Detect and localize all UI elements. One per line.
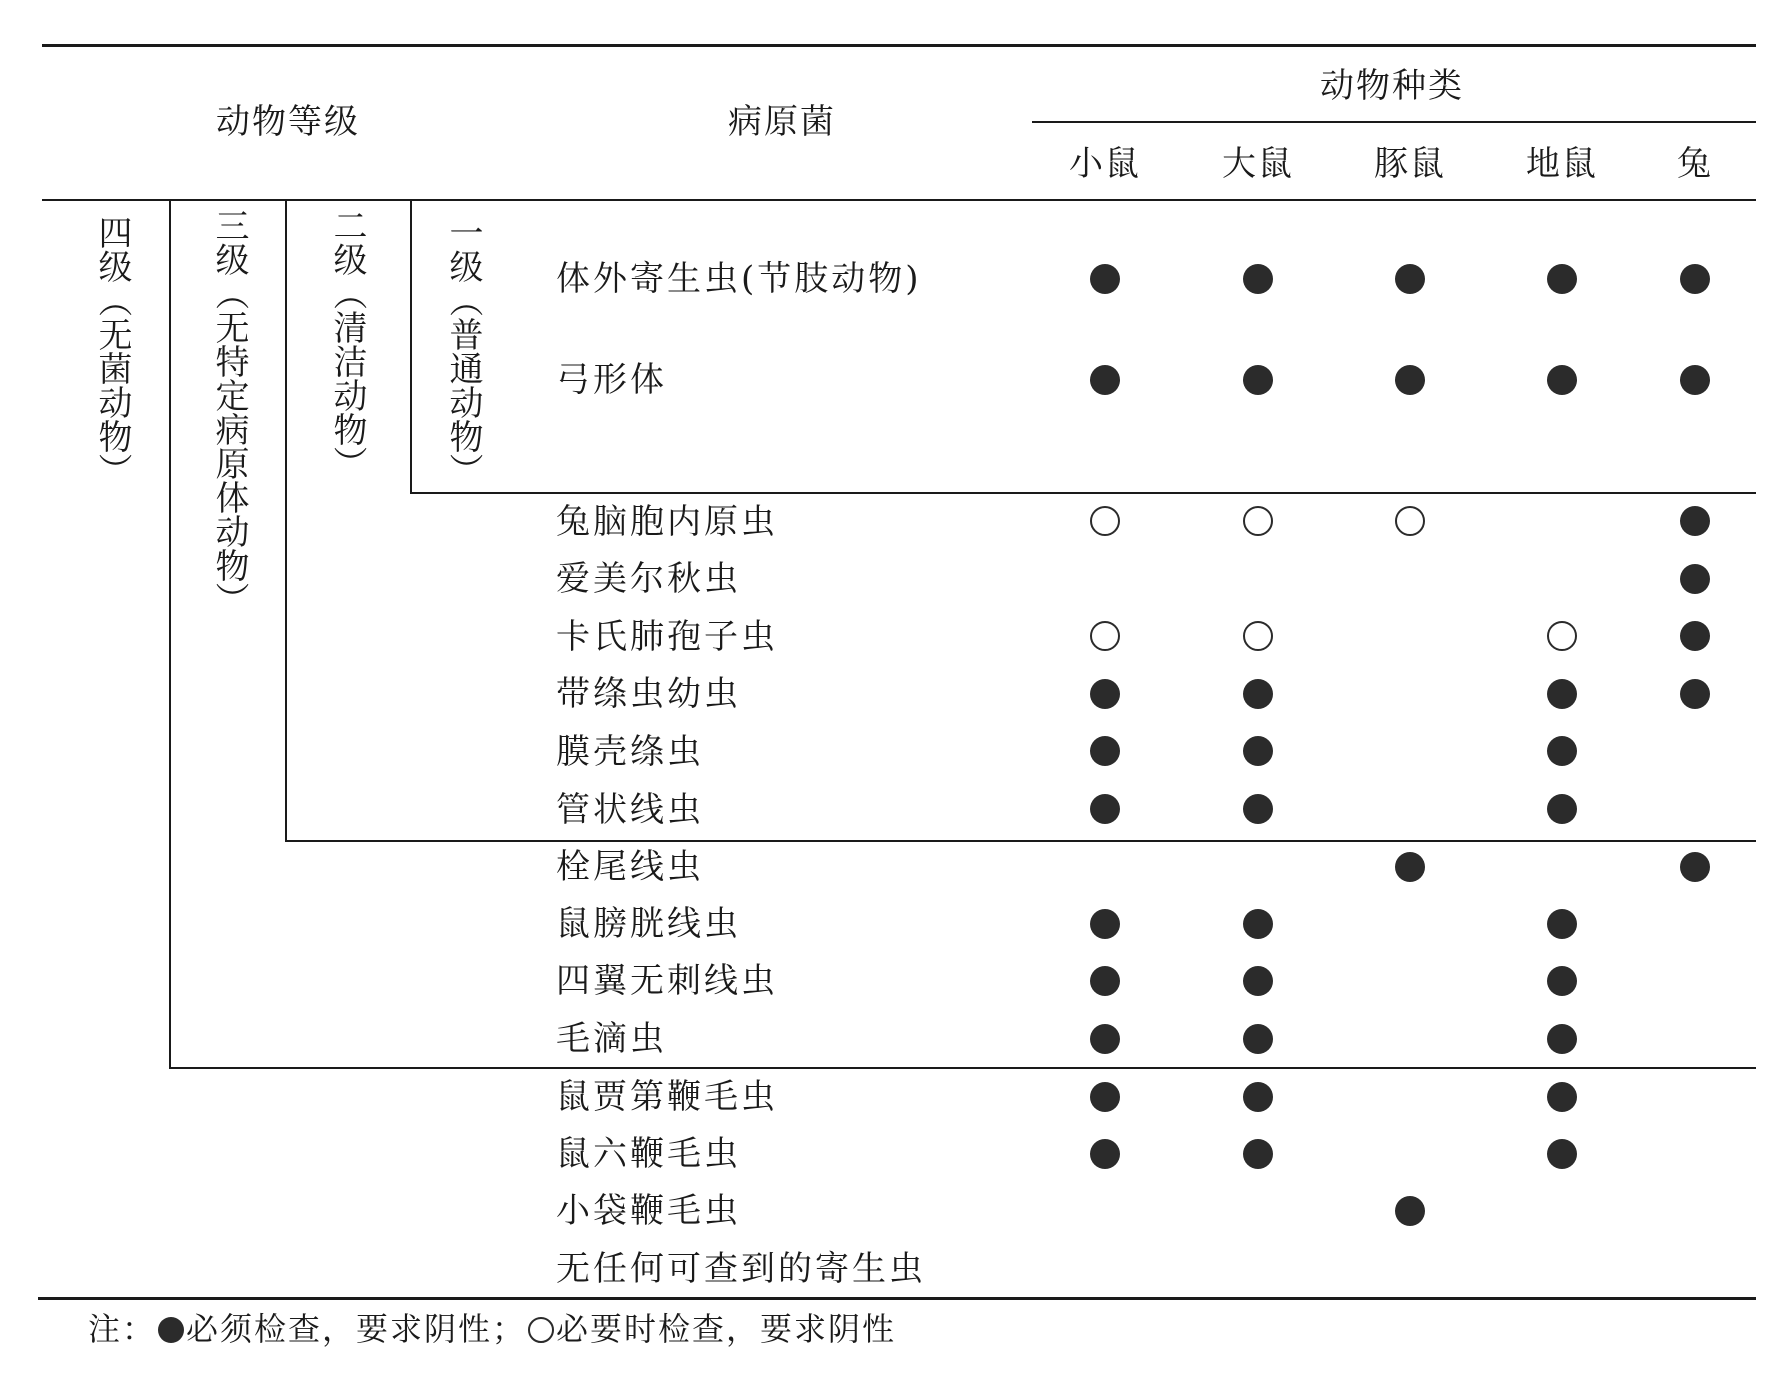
- required-mark-icon: [1680, 365, 1710, 395]
- required-mark-icon: [1090, 1082, 1120, 1112]
- pathogen-name: 无任何可查到的寄生虫: [556, 1249, 926, 1289]
- required-mark-icon: [1680, 506, 1710, 536]
- required-mark-icon: [1090, 365, 1120, 395]
- pathogen-name: 小袋鞭毛虫: [556, 1191, 741, 1231]
- required-mark-icon: [1090, 1139, 1120, 1169]
- species-header-rat: 大鼠: [1222, 144, 1294, 184]
- required-mark-icon: [1547, 1082, 1577, 1112]
- pathogen-name: 栓尾线虫: [556, 847, 704, 887]
- optional-mark-icon: [1395, 506, 1425, 536]
- required-mark-icon: [1243, 264, 1273, 294]
- grade3-label: 三级（无特定病原体动物）: [209, 208, 249, 616]
- pathogen-name: 鼠六鞭毛虫: [556, 1134, 741, 1174]
- required-mark-icon: [1090, 794, 1120, 824]
- required-mark-icon: [1680, 621, 1710, 651]
- required-mark-icon: [1680, 852, 1710, 882]
- grade1-bracket: [410, 199, 412, 494]
- required-mark-icon: [1547, 365, 1577, 395]
- required-mark-icon: [1243, 966, 1273, 996]
- required-mark-icon: [1243, 1082, 1273, 1112]
- optional-mark-icon: [1090, 506, 1120, 536]
- species-header-hamster: 地鼠: [1526, 144, 1598, 184]
- footnote-required-text: 必须检查，要求阴性；: [186, 1310, 527, 1348]
- required-mark-icon: [1090, 264, 1120, 294]
- header-bottom-rule: [42, 199, 1756, 201]
- optional-mark-icon: [1090, 621, 1120, 651]
- required-mark-icon: [1243, 794, 1273, 824]
- required-mark-icon: [1243, 1024, 1273, 1054]
- species-header-mouse: 小鼠: [1069, 144, 1141, 184]
- pathogen-header: 病原菌: [728, 102, 836, 142]
- required-mark-icon: [1395, 365, 1425, 395]
- required-mark-icon: [1090, 1024, 1120, 1054]
- required-mark-icon: [1680, 264, 1710, 294]
- required-mark-icon: [1243, 909, 1273, 939]
- footnote-optional-text: 必要时检查，要求阴性: [556, 1310, 897, 1348]
- required-mark-icon: [1090, 736, 1120, 766]
- species-group-header: 动物种类: [1320, 66, 1464, 106]
- species-group-rule: [1032, 121, 1756, 123]
- pathogen-name: 膜壳绦虫: [556, 732, 704, 772]
- footnote: [88, 1309, 896, 1349]
- required-mark-icon: [1680, 564, 1710, 594]
- required-mark-icon: [1243, 679, 1273, 709]
- required-mark-icon: [1547, 909, 1577, 939]
- required-mark-icon: [1547, 736, 1577, 766]
- grade3-bottom-rule: [169, 1067, 1756, 1069]
- grade3-bracket: [169, 199, 171, 1069]
- pathogen-name: 兔脑胞内原虫: [556, 502, 778, 542]
- optional-mark-icon: [1243, 621, 1273, 651]
- required-mark-icon: [158, 1317, 184, 1343]
- required-mark-icon: [1090, 966, 1120, 996]
- pathogen-name: 爱美尔秋虫: [556, 559, 741, 599]
- grade1-label: 一级（普通动物）: [443, 215, 483, 487]
- pathogen-name: 体外寄生虫(节肢动物): [556, 259, 922, 299]
- pathogen-name: 鼠贾第鞭毛虫: [556, 1077, 778, 1117]
- grade-header: 动物等级: [216, 102, 360, 142]
- required-mark-icon: [1090, 909, 1120, 939]
- pathogen-name: 弓形体: [556, 360, 667, 400]
- pathogen-name: 管状线虫: [556, 790, 704, 830]
- pathogen-name: 四翼无刺线虫: [556, 961, 778, 1001]
- required-mark-icon: [1547, 679, 1577, 709]
- species-header-guinea-pig: 豚鼠: [1374, 144, 1446, 184]
- required-mark-icon: [1547, 1139, 1577, 1169]
- pathogen-name: 鼠膀胱线虫: [556, 904, 741, 944]
- grade2-bracket: [285, 199, 287, 842]
- optional-mark-icon: [528, 1317, 554, 1343]
- required-mark-icon: [1090, 679, 1120, 709]
- required-mark-icon: [1547, 794, 1577, 824]
- required-mark-icon: [1395, 852, 1425, 882]
- required-mark-icon: [1243, 1139, 1273, 1169]
- required-mark-icon: [1547, 966, 1577, 996]
- grade2-bottom-rule: [285, 840, 1756, 842]
- required-mark-icon: [1680, 679, 1710, 709]
- bottom-rule: [38, 1297, 1756, 1300]
- optional-mark-icon: [1547, 621, 1577, 651]
- top-rule: [42, 44, 1756, 47]
- pathogen-name: 卡氏肺孢子虫: [556, 617, 778, 657]
- grade1-bottom-rule: [410, 492, 1756, 494]
- required-mark-icon: [1547, 264, 1577, 294]
- grade4-label: 四级（无菌动物）: [92, 215, 132, 487]
- optional-mark-icon: [1243, 506, 1273, 536]
- required-mark-icon: [1243, 736, 1273, 766]
- required-mark-icon: [1395, 1196, 1425, 1226]
- pathogen-name: 带绦虫幼虫: [556, 674, 741, 714]
- required-mark-icon: [1243, 365, 1273, 395]
- required-mark-icon: [1395, 264, 1425, 294]
- species-header-rabbit: 兔: [1677, 144, 1713, 184]
- grade2-label: 二级（清洁动物）: [327, 208, 367, 480]
- pathogen-name: 毛滴虫: [556, 1019, 667, 1059]
- required-mark-icon: [1547, 1024, 1577, 1054]
- footnote-prefix: 注：: [88, 1310, 157, 1348]
